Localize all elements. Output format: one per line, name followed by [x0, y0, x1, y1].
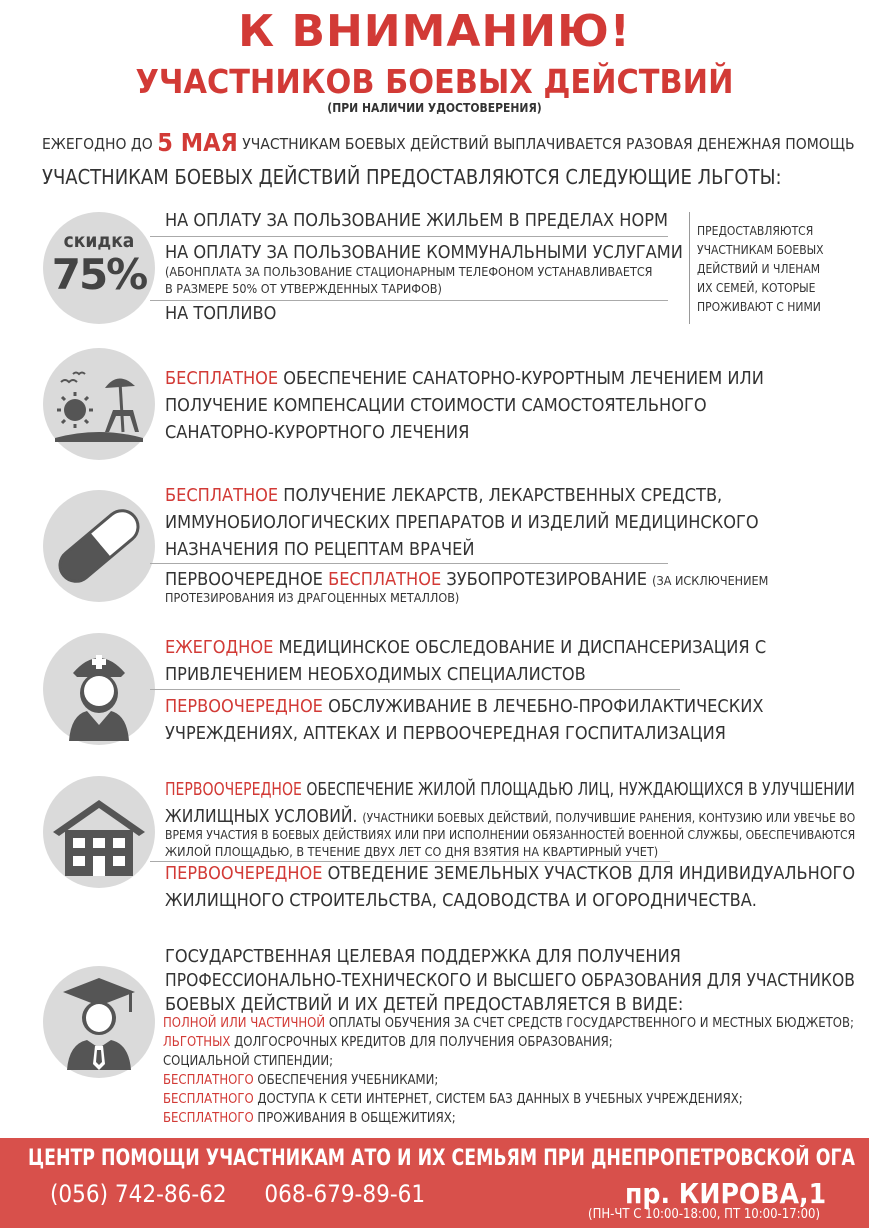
benefits-heading: УЧАСТНИКАМ БОЕВЫХ ДЕЙСТВИЙ ПРЕДОСТАВЛЯЮТСЯ СЛЕДУЮЩИЕ ЛЬГОТЫ: — [42, 165, 782, 189]
exam-line-2: ПРИВЛЕЧЕНИЕМ НЕОБХОДИМЫХ СПЕЦИАЛИСТОВ — [165, 664, 586, 685]
text: ДОСТУПА К СЕТИ ИНТЕРНЕТ, СИСТЕМ БАЗ ДАННЫХ В УЧЕБНЫХ УЧРЕЖДЕНИЯХ; — [257, 1092, 743, 1107]
discount-label: скидка — [63, 230, 135, 252]
discount-item-housing: НА ОПЛАТУ ЗА ПОЛЬЗОВАНИЕ ЖИЛЬЕМ В ПРЕДЕЛАХ НОРМ — [165, 210, 668, 231]
vertical-divider — [689, 212, 690, 324]
divider — [150, 689, 680, 690]
side-note-3: ДЕЙСТВИЙ И ЧЛЕНАМ — [697, 262, 821, 276]
dental-note-1: (ЗА ИСКЛЮЧЕНИЕМ — [652, 573, 769, 588]
housing-line-3 — [165, 860, 855, 887]
housing-note-2: ВРЕМЯ УЧАСТИЯ В БОЕВЫХ ДЕЙСТВИЯХ ИЛИ ПРИ ИСПОЛНЕНИИ ОБЯЗАННОСТЕЙ ВОЕННОЙ СЛУЖБЫ, ОБЕСПЕЧИВАЮТСЯ — [165, 827, 856, 842]
medicine-line-3: НАЗНАЧЕНИЯ ПО РЕЦЕПТАМ ВРАЧЕЙ — [165, 539, 475, 560]
side-note-4: ИХ СЕМЕЙ, КОТОРЫЕ — [697, 281, 816, 295]
phone-2[interactable]: 068-679-89-61 — [264, 1180, 426, 1208]
education-line-2: ПРОФЕССИОНАЛЬНО-ТЕХНИЧЕСКОГО И ВЫСШЕГО ОБРАЗОВАНИЯ ДЛЯ УЧАСТНИКОВ — [165, 970, 855, 991]
highlight: БЕСПЛАТНОЕ — [328, 569, 442, 590]
intro-date: 5 МАЯ — [157, 128, 238, 157]
medicine-line-2: ИММУНОБИОЛОГИЧЕСКИХ ПРЕПАРАТОВ И ИЗДЕЛИЙ МЕДИЦИНСКОГО — [165, 512, 759, 533]
text: ОБСЛУЖИВАНИЕ В ЛЕЧЕБНО-ПРОФИЛАКТИЧЕСКИХ — [328, 696, 764, 717]
education-item-6 — [163, 1110, 456, 1128]
text: ЖИЛИЩНЫХ УСЛОВИЙ. — [165, 806, 358, 827]
dental-note-2: ПРОТЕЗИРОВАНИЯ ИЗ ДРАГОЦЕННЫХ МЕТАЛЛОВ) — [165, 590, 460, 605]
sanatorium-line-3: САНАТОРНО-КУРОРТНОГО ЛЕЧЕНИЯ — [165, 422, 470, 443]
discount-circle — [43, 212, 155, 324]
highlight: БЕСПЛАТНОГО — [163, 1111, 254, 1126]
nurse-icon — [43, 633, 155, 745]
education-item-4 — [163, 1072, 438, 1090]
text: ОПЛАТЫ ОБУЧЕНИЯ ЗА СЧЕТ СРЕДСТВ ГОСУДАРСТВЕННОГО И МЕСТНЫХ БЮДЖЕТОВ; — [328, 1016, 854, 1031]
education-item-2 — [163, 1034, 613, 1052]
text: ОБЕСПЕЧЕНИЕ ЖИЛОЙ ПЛОЩАДЬЮ ЛИЦ, НУЖДАЮЩИХСЯ В УЛУЧШЕНИИ — [306, 779, 855, 800]
text: ПЕРВООЧЕРЕДНОЕ — [165, 569, 323, 590]
graduate-icon — [43, 966, 155, 1078]
exam-line-3 — [165, 693, 763, 720]
discount-item-utilities: НА ОПЛАТУ ЗА ПОЛЬЗОВАНИЕ КОММУНАЛЬНЫМИ УСЛУГАМИ — [165, 242, 683, 263]
highlight: ПЕРВООЧЕРЕДНОЕ — [165, 696, 323, 717]
highlight: ЕЖЕГОДНОЕ — [165, 637, 274, 658]
highlight: ПЕРВООЧЕРЕДНОЕ — [165, 779, 302, 800]
education-item-5 — [163, 1091, 743, 1109]
highlight: ПЕРВООЧЕРЕДНОЕ — [165, 863, 323, 884]
discount-value: 75% — [51, 250, 147, 299]
side-note-2: УЧАСТНИКАМ БОЕВЫХ — [697, 243, 824, 257]
discount-note-1: (АБОНПЛАТА ЗА ПОЛЬЗОВАНИЕ СТАЦИОНАРНЫМ ТЕЛЕФОНОМ УСТАНАВЛИВАЕТСЯ — [165, 264, 653, 279]
highlight: БЕСПЛАТНОГО — [163, 1073, 254, 1088]
side-note-5: ПРОЖИВАЮТ С НИМИ — [697, 300, 821, 314]
sanatorium-line-1 — [165, 365, 764, 392]
housing-note-1: (УЧАСТНИКИ БОЕВЫХ ДЕЙСТВИЙ, ПОЛУЧИВШИЕ РАНЕНИЯ, КОНТУЗИЮ ИЛИ УВЕЧЬЕ ВО — [362, 810, 856, 825]
side-note-1: ПРЕДОСТАВЛЯЮТСЯ — [697, 224, 814, 238]
discount-item-fuel: НА ТОПЛИВО — [165, 303, 277, 324]
highlight: БЕСПЛАТНОЕ — [165, 485, 279, 506]
education-item-3: СОЦИАЛЬНОЙ СТИПЕНДИИ; — [163, 1054, 334, 1069]
page-subtitle: УЧАСТНИКОВ БОЕВЫХ ДЕЙСТВИЙ — [135, 62, 734, 101]
page-title: К ВНИМАНИЮ! — [238, 6, 631, 57]
exam-line-1 — [165, 634, 766, 661]
sanatorium-line-2: ПОЛУЧЕНИЕ КОМПЕНСАЦИИ СТОИМОСТИ САМОСТОЯТЕЛЬНОГО — [165, 395, 707, 416]
divider — [150, 563, 668, 564]
housing-line-1 — [165, 776, 855, 803]
housing-note-3: ЖИЛОЙ ПЛОЩАДЬЮ, В ТЕЧЕНИЕ ДВУХ ЛЕТ СО ДНЯ ВЗЯТИЯ НА КВАРТИРНЫЙ УЧЕТ) — [165, 844, 659, 859]
intro-pre: ЕЖЕГОДНО ДО — [42, 135, 153, 153]
page-note: (ПРИ НАЛИЧИИ УДОСТОВЕРЕНИЯ) — [327, 101, 542, 115]
housing-line-4: ЖИЛИЩНОГО СТРОИТЕЛЬСТВА, САДОВОДСТВА И ОГОРОДНИЧЕСТВА. — [165, 890, 757, 911]
pills-icon — [43, 490, 155, 602]
highlight: БЕСПЛАТНОГО — [163, 1092, 254, 1107]
divider — [150, 236, 668, 237]
text: ОБЕСПЕЧЕНИЯ УЧЕБНИКАМИ; — [257, 1073, 439, 1088]
footer-hours: (ПН-ЧТ С 10:00-18:00, ПТ 10:00-17:00) — [588, 1207, 821, 1222]
text: ОТВЕДЕНИЕ ЗЕМЕЛЬНЫХ УЧАСТКОВ ДЛЯ ИНДИВИДУАЛЬНОГО — [327, 863, 856, 884]
beach-icon — [43, 348, 155, 460]
highlight: ПОЛНОЙ ИЛИ ЧАСТИЧНОЙ — [163, 1016, 326, 1031]
education-line-3: БОЕВЫХ ДЕЙСТВИЙ И ИХ ДЕТЕЙ ПРЕДОСТАВЛЯЕТСЯ В ВИДЕ: — [165, 994, 684, 1015]
footer-address: пр. КИРОВА,1 — [625, 1177, 827, 1210]
education-item-1 — [163, 1015, 854, 1033]
text: ЗУБОПРОТЕЗИРОВАНИЕ — [446, 569, 647, 590]
text: ДОЛГОСРОЧНЫХ КРЕДИТОВ ДЛЯ ПОЛУЧЕНИЯ ОБРАЗОВАНИЯ; — [234, 1035, 613, 1050]
medicine-line-1 — [165, 482, 722, 509]
text: ОБЕСПЕЧЕНИЕ САНАТОРНО-КУРОРТНЫМ ЛЕЧЕНИЕМ ИЛИ — [283, 368, 764, 389]
highlight: ЛЬГОТНЫХ — [163, 1035, 231, 1050]
discount-note-2: В РАЗМЕРЕ 50% ОТ УТВЕРЖДЕННЫХ ТАРИФОВ) — [165, 281, 442, 296]
education-circle — [43, 966, 155, 1078]
text: ПРОЖИВАНИЯ В ОБЩЕЖИТИЯХ; — [257, 1111, 456, 1126]
phone-1[interactable]: (056) 742-86-62 — [50, 1180, 227, 1208]
intro-line — [42, 128, 855, 157]
exam-circle — [43, 633, 155, 745]
housing-circle — [43, 776, 155, 888]
house-icon — [43, 776, 155, 888]
medicine-circle — [43, 490, 155, 602]
footer-center-name: ЦЕНТР ПОМОЩИ УЧАСТНИКАМ АТО И ИХ СЕМЬЯМ ПРИ ДНЕПРОПЕТРОВСКОЙ ОГА — [28, 1146, 855, 1171]
sanatorium-circle — [43, 348, 155, 460]
intro-post: УЧАСТНИКАМ БОЕВЫХ ДЕЙСТВИЙ ВЫПЛАЧИВАЕТСЯ РАЗОВАЯ ДЕНЕЖНАЯ ПОМОЩЬ — [242, 135, 855, 153]
text: ПОЛУЧЕНИЕ ЛЕКАРСТВ, ЛЕКАРСТВЕННЫХ СРЕДСТВ, — [283, 485, 723, 506]
footer-phones — [50, 1180, 425, 1208]
education-line-1: ГОСУДАРСТВЕННАЯ ЦЕЛЕВАЯ ПОДДЕРЖКА ДЛЯ ПОЛУЧЕНИЯ — [165, 946, 681, 967]
text: МЕДИЦИНСКОЕ ОБСЛЕДОВАНИЕ И ДИСПАНСЕРИЗАЦИЯ С — [278, 637, 767, 658]
exam-line-4: УЧРЕЖДЕНИЯХ, АПТЕКАХ И ПЕРВООЧЕРЕДНАЯ ГОСПИТАЛИЗАЦИЯ — [165, 723, 726, 744]
highlight: БЕСПЛАТНОЕ — [165, 368, 279, 389]
